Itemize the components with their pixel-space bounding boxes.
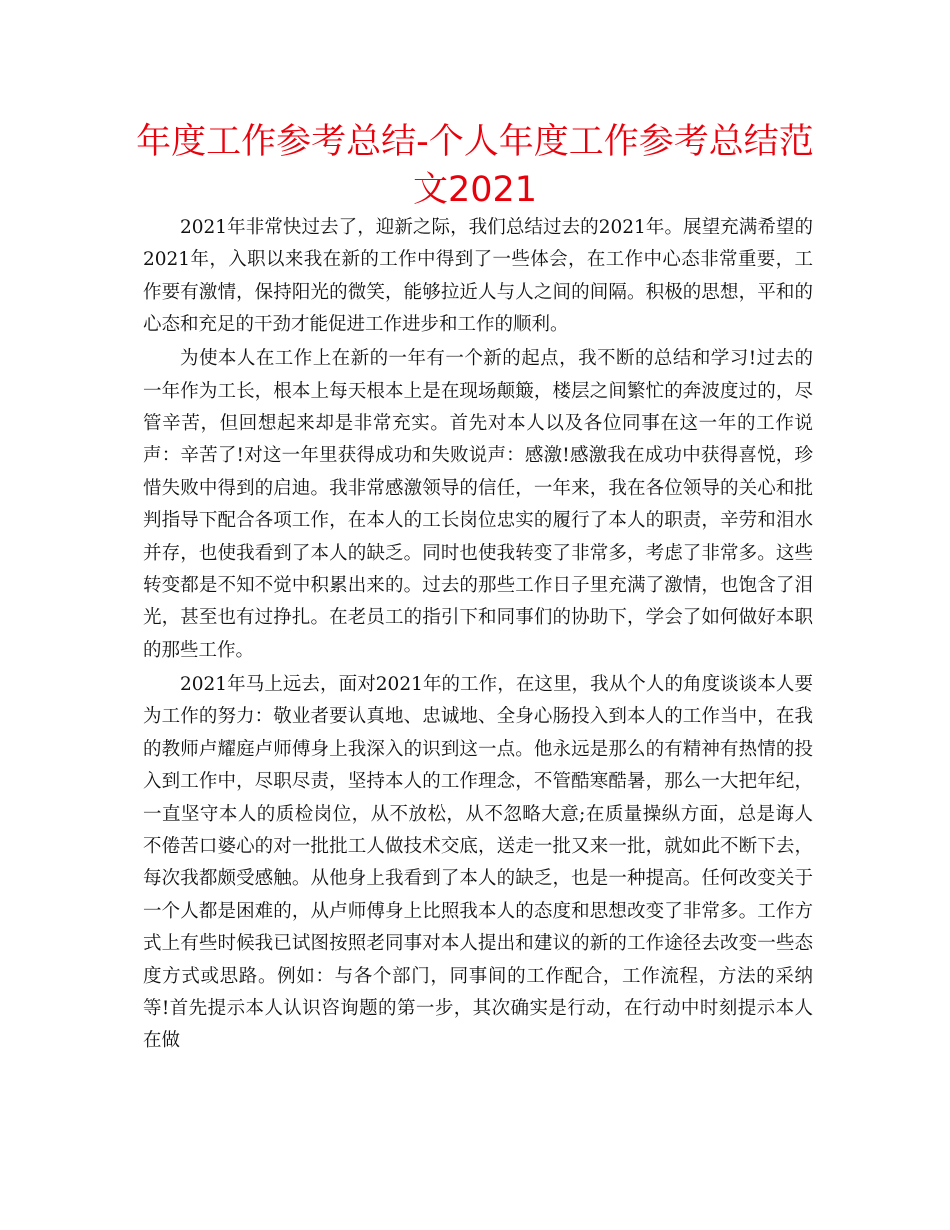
paragraph-1: 2021年非常快过去了，迎新之际，我们总结过去的2021年。展望充满希望的2021年，入职以来我在新的工作中得到了一些体会，在工作中心态非常重要，工作要有激情，保持阳光的微笑，能够拉近人与人之间的间隔。积极的思想，平和的心态和充足的干劲才能促进工作进步和工作的顺利。 — [143, 217, 813, 336]
document-body — [143, 212, 813, 1059]
paragraph-3: 2021年马上远去，面对2021年的工作，在这里，我从个人的角度谈谈本人要为工作的努力：敬业者要认真地、忠诚地、全身心肠投入到本人的工作当中，在我的教师卢耀庭卢师傅身上我深入的识到这一点。他永远是那么的有精神有热情的投入到工作中，尽职尽责，坚持本人的工作理念，不管酷寒酷暑，那么一大把年纪，一直坚守本人的质检岗位，从不放松，从不忽略大意;在质量操纵方面，总是诲人不倦苦口婆心的对一批批工人做技术交底，送走一批又来一批，就如此不断下去，每次我都颇受感触。从他身上我看到了本人的缺乏，也是一种提高。任何改变关于一个人都是困难的，从卢师傅身上比照我本人的态度和思想改变了非常多。工作方式上有些时候我已试图按照老同事对本人提出和建议的新的工作途径去改变一些态度方式或思路。例如：与各个部门，同事间的工作配合，工作流程，方法的采纳等!首先提示本人认识咨询题的第一步，其次确实是行动，在行动中时刻提示本人在做 — [143, 673, 813, 1052]
paragraph-2: 为使本人在工作上在新的一年有一个新的起点，我不断的总结和学习!过去的一年作为工长，根本上每天根本上是在现场颠簸，楼层之间繁忙的奔波度过的，尽管辛苦，但回想起来却是非常充实。首先对本人以及各位同事在这一年的工作说声：辛苦了!对这一年里获得成功和失败说声：感激!感激我在成功中获得喜悦，珍惜失败中得到的启迪。我非常感激领导的信任，一年来，我在各位领导的关心和批判指导下配合各项工作，在本人的工长岗位忠实的履行了本人的职责，辛劳和泪水并存，也使我看到了本人的缺乏。同时也使我转变了非常多，考虑了非常多。这些转变都是不知不觉中积累出来的。过去的那些工作日子里充满了激情，也饱含了泪光，甚至也有过挣扎。在老员工的指引下和同事们的协助下，学会了如何做好本职的那些工作。 — [143, 348, 813, 661]
document-title: 年度工作参考总结-个人年度工作参考总结范文2021 — [136, 122, 814, 210]
